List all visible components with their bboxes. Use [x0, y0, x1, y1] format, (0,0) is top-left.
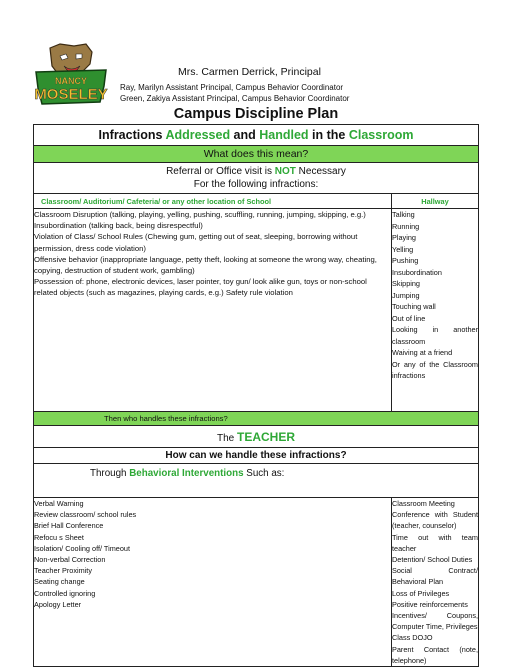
who-handles-heading: Then who handles these infractions? [34, 412, 479, 426]
strategy-item: Social Contract/ Behavioral Plan [392, 566, 478, 587]
strategy-item: Non-verbal Correction [34, 555, 106, 565]
infraction-item: Possession of: phone, electronic devices, laser pointer, toy gun/ look alike gun, toys or non-school related objects (such as magazines, playing cards, e.g.) Safety rule violation [34, 277, 367, 298]
hallway-item: Insubordination [392, 267, 442, 277]
principal-name: Mrs. Carmen Derrick, Principal [178, 66, 321, 78]
hallway-item: Pushing [392, 256, 419, 265]
strategy-item: Classroom Meeting [392, 499, 455, 508]
hallway-item: Skipping [392, 279, 420, 288]
school-logo [30, 42, 112, 108]
strategy-item: Positive reinforcements [392, 599, 468, 609]
svg-text:MOSELEY: MOSELEY [34, 86, 108, 103]
strategy-item: Seating change [34, 577, 85, 587]
teacher-answer: The TEACHER [34, 426, 479, 448]
strategy-item: Parent Contact (note, telephone) [392, 644, 478, 665]
hallway-item: Looking in another classroom [392, 325, 478, 346]
referral-note: Referral or Office visit is NOT Necessary For the following infractions: [34, 163, 479, 194]
infraction-item: Offensive behavior (inappropriate language, petty theft, looking at someone the wrong way, cheating, copying, destruction of student work, gambling) [34, 254, 377, 276]
hallway-item: Talking [392, 210, 415, 219]
hallway-item: Waiving at a friend [392, 348, 453, 357]
hallway-item: Running [392, 221, 420, 231]
hallway-infractions [392, 209, 479, 412]
strategy-item: Conference with Student (teacher, counselor) [392, 510, 478, 531]
classroom-infractions [34, 209, 392, 412]
strategy-item: Brief Hall Conference [34, 521, 104, 531]
infraction-item: Violation of Class/ School Rules (Chewing gum, getting out of seat, sleeping, borrowing without permission, dress code violation) [34, 232, 358, 253]
infraction-item: Classroom Disruption (talking, playing, yelling, pushing, scuffling, running, jumping, skipping, e.g.) [34, 210, 366, 219]
hallway-item: Jumping [392, 290, 420, 300]
strategy-item: Detention/ School Duties [392, 555, 473, 565]
hallway-item: Playing [392, 233, 416, 242]
hallway-item: Yelling [392, 244, 414, 254]
strategies-left [34, 498, 392, 667]
coordinator-line-2: Green, Zakiya Assistant Principal, Campus Behavior Coordinator [120, 94, 350, 103]
svg-text:NANCY: NANCY [54, 76, 88, 86]
hallway-item: Out of line [392, 313, 426, 323]
page-title: Campus Discipline Plan [173, 106, 339, 122]
strategy-item: Refocu s Sheet [34, 532, 84, 542]
header-block [120, 66, 480, 104]
strategies-right [392, 498, 479, 667]
strategy-item: Class DOJO [392, 633, 433, 643]
strategy-item: Incentives/ Coupons, Computer Time, Privileges [392, 611, 478, 632]
column-header-hallway: Hallway [392, 194, 479, 209]
hallway-item: Touching wall [392, 302, 436, 311]
hallway-item: Or any of the Classroom infractions [392, 359, 478, 380]
coordinator-line-1: Ray, Marilyn Assistant Principal, Campus Behavior Coordinator [120, 83, 344, 92]
strategy-item: Loss of Privileges [392, 588, 450, 598]
section-title: Infractions Addressed and Handled in the Classroom [34, 125, 479, 146]
how-heading: How can we handle these infractions? [34, 448, 479, 464]
strategy-item: Teacher Proximity [34, 566, 92, 576]
infraction-item: Insubordination (talking back, being disrespectful) [34, 221, 203, 231]
interventions-intro: Through Behavioral Interventions Such as: [34, 464, 479, 498]
strategy-item: Isolation/ Cooling off/ Timeout [34, 543, 130, 553]
column-header-classroom: Classroom/ Auditorium/ Cafeteria/ or any other location of School [34, 194, 392, 209]
meaning-heading: What does this mean? [34, 146, 479, 163]
discipline-table [33, 124, 479, 667]
strategy-item: Time out with team teacher [392, 532, 478, 553]
strategy-item: Verbal Warning [34, 499, 84, 508]
strategy-item: Controlled ignoring [34, 588, 96, 598]
strategy-item: Apology Letter [34, 599, 82, 609]
strategy-item: Review classroom/ school rules [34, 510, 137, 520]
